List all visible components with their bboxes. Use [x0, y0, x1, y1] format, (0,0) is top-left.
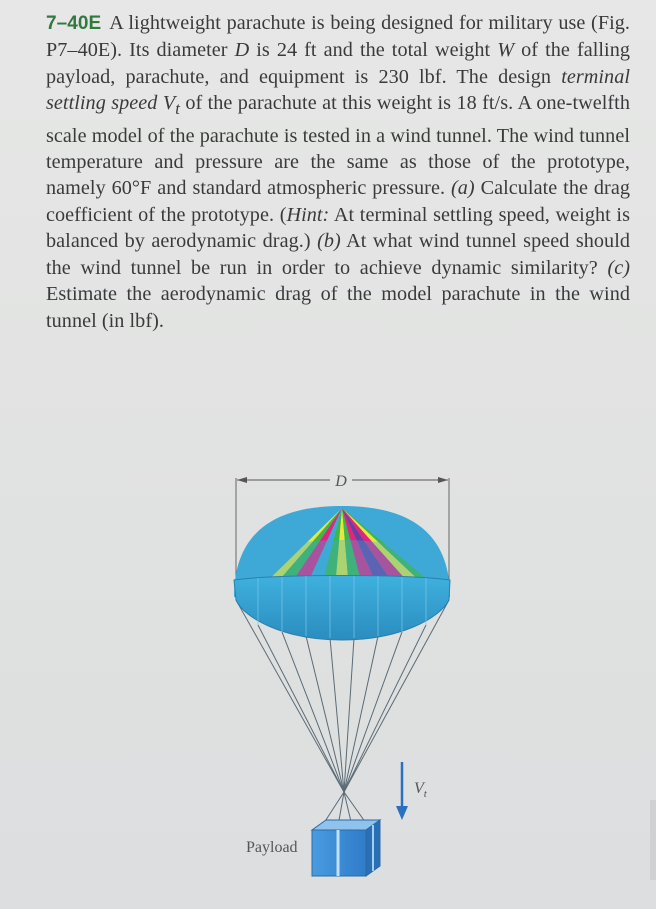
down-arrow-icon: [396, 806, 408, 820]
problem-text-7: At what wind tunnel speed should the wind tunnel be run in order to achieve dynamic similarity?: [46, 230, 630, 279]
payload-label: Payload: [246, 839, 298, 856]
part-a-label: (a): [450, 177, 475, 200]
terminal-speed-subscript: t: [175, 99, 180, 119]
terminal-speed-text: terminal settling speed V: [46, 65, 630, 115]
problem-number: 7–40E: [46, 13, 102, 34]
part-c-label: (c): [607, 256, 630, 279]
hint-label: Hint:: [286, 203, 330, 226]
dimension-arrow-right-icon: [438, 477, 448, 483]
part-b-label: (b): [317, 230, 341, 253]
canopy-skirt: [234, 576, 450, 641]
velocity-arrow: [396, 762, 428, 820]
variable-w: W: [497, 39, 515, 62]
dimension-arrow-left-icon: [237, 477, 247, 483]
variable-d: D: [234, 39, 250, 62]
velocity-label: $V_t$: [414, 780, 427, 800]
diameter-label: D: [335, 473, 347, 490]
problem-text-8: Estimate the aerodynamic drag of the model parachute in the wind tunnel (in lbf).: [46, 283, 630, 332]
problem-text-3: of the falling payload, parachute, and equipment is 230 lbf. The design: [46, 39, 631, 88]
problem-text-6: At terminal settling speed, weight is balanced by aerodynamic drag.): [46, 203, 630, 253]
problem-text-5: Calculate the drag coefficient of the prototype. (: [46, 177, 630, 226]
problem-text-1: A lightweight parachute is being designed for military use (Fig. P7–40E). Its diameter: [46, 12, 630, 62]
problem-text-4: of the parachute at this weight is 18 ft/s. A one-twelfth scale model of the parachute is tested in a wind tunnel. The wind tunnel temperature and pressure are the same as those of the prototype, namely 60°F and standard atmospheric pressure.: [46, 92, 630, 200]
problem-text-2: is 24 ft and the total weight: [249, 39, 498, 62]
page-edge-shadow: [650, 800, 656, 880]
payload-box: [312, 820, 380, 876]
